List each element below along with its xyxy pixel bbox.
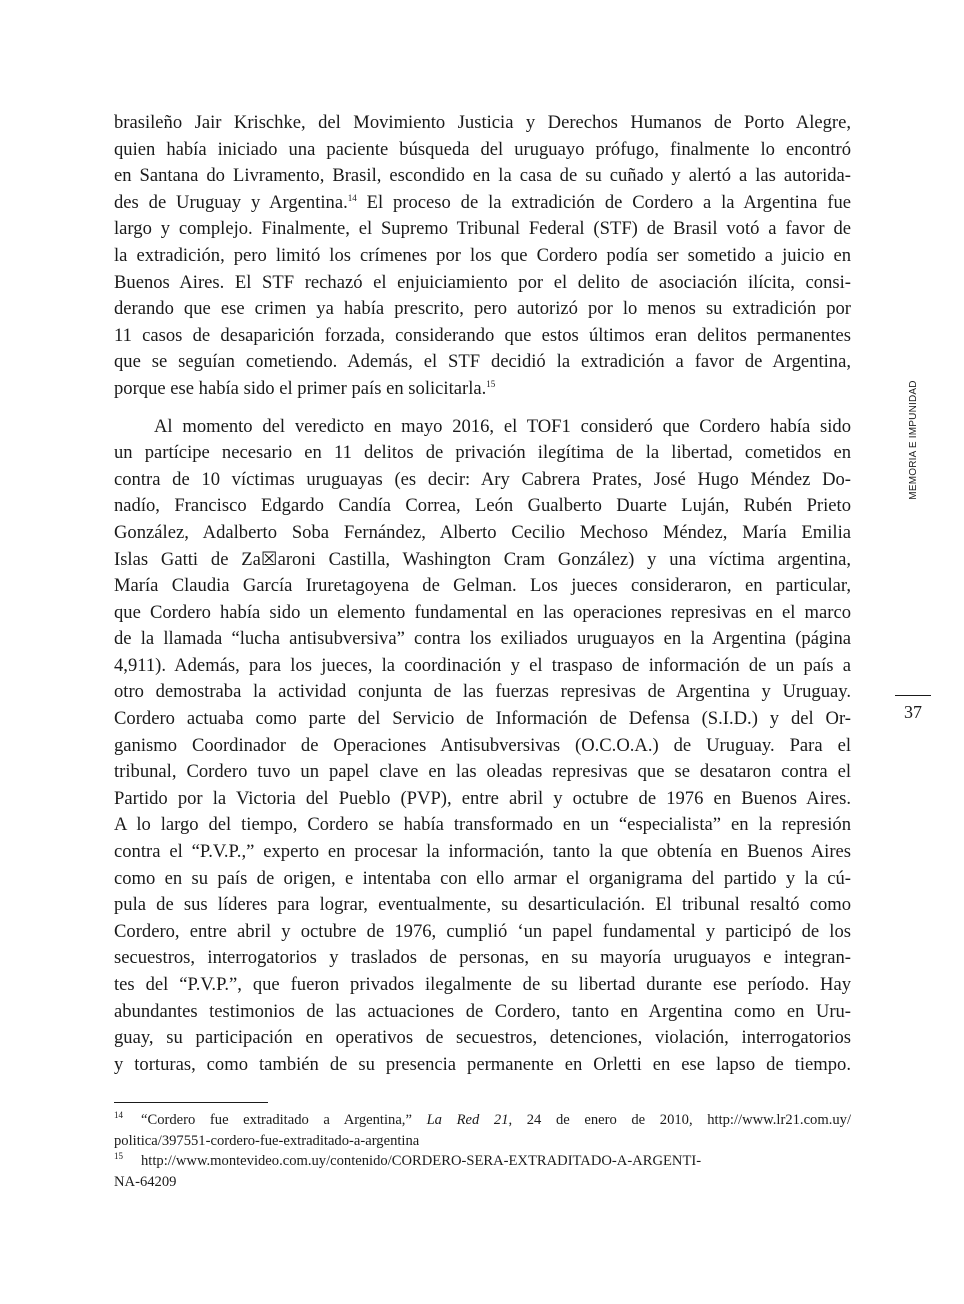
running-section-label xyxy=(904,368,924,512)
text-line: Islas Gatti de Za☒aroni Castilla, Washington Cram González) y una víctima argentina, xyxy=(114,548,851,570)
section-label-text: MEMORIA E IMPUNIDAD xyxy=(908,380,919,500)
text-segment: des de Uruguay y Argentina. xyxy=(114,191,348,213)
footnote-ref-14[interactable]: 14 xyxy=(347,192,357,203)
text-line: 11 casos de desaparición forzada, considerando que estos últimos eran delitos permanentes xyxy=(114,324,851,346)
footnote-separator xyxy=(114,1102,268,1103)
publication-title: La Red 21 xyxy=(426,1112,509,1128)
footnote-link[interactable]: http://www.montevideo.com.uy/contenido/CORDERO-SERA-EXTRADITADO-A-ARGENTI- xyxy=(141,1153,702,1169)
footnote-15-line xyxy=(114,1151,851,1172)
text-line: A lo largo del tiempo, Cordero se había transformado en un “especialista” en la represión xyxy=(114,814,851,836)
text-line: tes del “P.V.P.”, que fueron privados ilegalmente de su libertad durante ese período. Hay xyxy=(114,974,851,995)
text-line: Buenos Aires. El STF rechazó el enjuiciamiento por el delito de asociación ilícita, consi- xyxy=(114,271,851,293)
text-line: largo y complejo. Finalmente, el Supremo Tribunal Federal (STF) de Brasil votó a favor de xyxy=(114,218,851,240)
text-line: y torturas, como también de su presencia permanente en Orletti en ese lapso de tiempo. xyxy=(114,1053,851,1075)
text-line: María Claudia García Iruretagoyena de Gelman. Los jueces consideraron, en particular, xyxy=(114,575,851,597)
text-line: González, Adalberto Soba Fernández, Alberto Cecilio Mechoso Méndez, María Emilia xyxy=(114,521,851,543)
text-line: otro demostraba la actividad conjunta de las fuerzas represivas de Argentina y Uruguay. xyxy=(114,681,851,703)
text-line: secuestros, interrogatorios y traslados de personas, en su mayoría uruguayos e integran- xyxy=(114,947,851,969)
paragraph-1 xyxy=(114,110,851,403)
text-line: Partido por la Victoria del Pueblo (PVP), entre abril y octubre de 1976 en Buenos Aires. xyxy=(114,787,851,809)
footnote-number: 15 xyxy=(114,1151,123,1161)
paragraph-gap xyxy=(114,403,851,414)
page-number-rule xyxy=(895,695,931,696)
text-segment: El proceso de la extradición de Cordero a la Argentina fue xyxy=(356,191,851,213)
text-line: Cordero actuaba como parte del Servicio de Información de Defensa (S.I.D.) y del Or- xyxy=(114,708,851,730)
page-number: 37 xyxy=(904,702,922,722)
footnote-15-link-end[interactable]: NA-64209 xyxy=(114,1173,177,1190)
text-line: quien había iniciado una paciente búsqueda del uruguayo prófugo, finalmente lo encontró xyxy=(114,138,851,160)
text-line: la extradición, pero limitó los crímenes por los que Cordero podía ser sometido a juicio en xyxy=(114,244,851,266)
footnote-text: , 24 de enero de 2010, http://www.lr21.com.uy/ xyxy=(508,1112,851,1128)
body-text xyxy=(114,110,851,1078)
text-line: un partícipe necesario en 11 delitos de privación ilegítima de la libertad, cometidos en xyxy=(114,442,851,464)
text-line: de la llamada “lucha antisubversiva” contra los exiliados uruguayos en la Argentina (página xyxy=(114,628,851,650)
text-line: que se seguían cometiendo. Además, el STF decidió la extradición a favor de Argentina, xyxy=(114,351,851,373)
footnote-ref-15[interactable]: 15 xyxy=(486,378,496,389)
text-line: que Cordero había sido un elemento fundamental en las operaciones represivas en el marco xyxy=(114,601,851,623)
text-line: pula de sus líderes para lograr, eventualmente, su desarticulación. El tribunal resaltó como xyxy=(114,894,851,916)
text-line xyxy=(114,190,851,217)
text-line: derando que ese crimen ya había prescrito, pero autorizó por lo menos su extradición por xyxy=(114,298,851,320)
footnote-14-link[interactable]: politica/397551-cordero-fue-extraditado-a-argentina xyxy=(114,1132,420,1149)
text-line: tribunal, Cordero tuvo un papel clave en las oleadas represivas que se desataron contra el xyxy=(114,761,851,783)
text-line-indented: Al momento del veredicto en mayo 2016, el TOF1 consideró que Cordero había sido xyxy=(154,415,851,437)
text-line: guay, su participación en operativos de secuestros, detenciones, violación, interrogatorios xyxy=(114,1027,851,1049)
text-line: brasileño Jair Krischke, del Movimiento Justicia y Derechos Humanos de Porto Alegre, xyxy=(114,112,851,133)
text-line: contra el “P.V.P.,” experto en procesar la información, tanto la que obtenía en Buenos Aires xyxy=(114,841,851,863)
text-line: ganismo Coordinador de Operaciones Antisubversivas (O.C.O.A.) de Uruguay. Para el xyxy=(114,734,851,756)
footnotes xyxy=(114,1110,851,1192)
footnote-14-line xyxy=(114,1110,851,1131)
footnote-number: 14 xyxy=(114,1110,123,1120)
text-line: en Santana do Livramento, Brasil, escondido en la casa de su cuñado y alertó a las autorida- xyxy=(114,165,851,187)
text-line xyxy=(114,376,851,403)
text-line: nadío, Francisco Edgardo Candía Correa, León Gualberto Duarte Luján, Rubén Prieto xyxy=(114,495,851,517)
paragraph-2 xyxy=(114,414,851,1079)
text-segment: porque ese había sido el primer país en solicitarla. xyxy=(114,377,487,399)
text-line: abundantes testimonios de las actuaciones de Cordero, tanto en Argentina como en Uru- xyxy=(114,1000,851,1022)
text-line: como en su país de origen, e intentaba con ello armar el organigrama del partido y la cú- xyxy=(114,867,851,889)
text-line: Cordero, entre abril y octubre de 1976, cumplió ‘un papel fundamental y participó de los xyxy=(114,920,851,942)
text-line: 4,911). Además, para los jueces, la coordinación y el traspaso de información de un país a xyxy=(114,654,851,676)
text-line: contra de 10 víctimas uruguayas (es decir: Ary Cabrera Prates, José Hugo Méndez Do- xyxy=(114,468,851,490)
footnote-text: “Cordero fue extraditado a Argentina,” xyxy=(141,1112,412,1128)
